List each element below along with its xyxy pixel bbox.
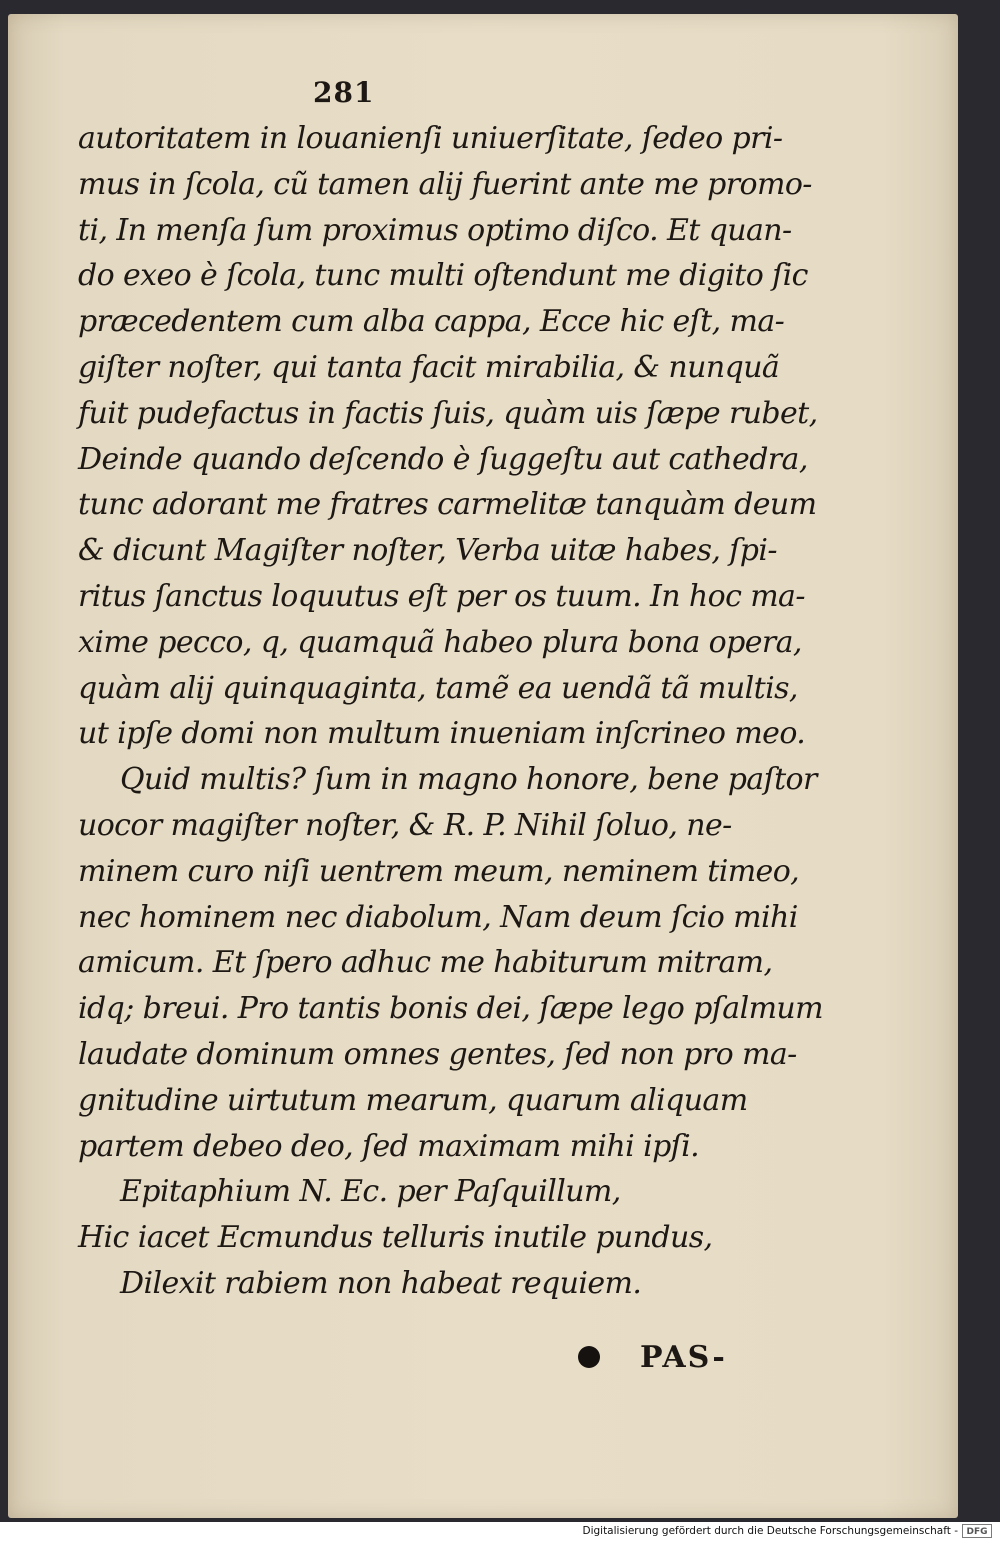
text-line: do exeo è ſcola, tunc multi oſtendunt me digito ſic (78, 258, 808, 294)
text-line: minem curo niſi uentrem meum, neminem timeo, (78, 853, 800, 889)
text-line: mus in ſcola, cũ tamen alij fuerint ante me promo- (78, 166, 812, 202)
text-body (78, 116, 823, 1307)
text-line: xime pecco, q, quamquã habeo plura bona opera, (78, 624, 802, 660)
text-line: idq; breui. Pro tantis bonis dei, ſæpe lego pſalmum (78, 991, 823, 1027)
footer-bar (0, 1522, 1000, 1542)
text-line: laudate dominum omnes gentes, ſed non pro ma- (78, 1036, 797, 1072)
page-number: 281 (313, 76, 375, 109)
ornament-dot-icon (578, 1346, 600, 1368)
text-line: ritus ſanctus loquutus eſt per os tuum. In hoc ma- (78, 578, 805, 614)
epitaph-title: Epitaphium N. Ec. per Paſquillum, (120, 1174, 621, 1210)
text-line: giſter noſter, qui tanta facit mirabilia, & nunquã (78, 349, 780, 385)
dfg-logo-icon: DFG (962, 1524, 992, 1538)
text-line: præcedentem cum alba cappa, Ecce hic eſt, ma- (78, 304, 785, 340)
epitaph-verse: Hic iacet Ecmundus telluris inutile pundus, (78, 1220, 713, 1256)
funding-credit: Digitalisierung gefördert durch die Deutsche Forschungsgemeinschaft - (582, 1525, 958, 1537)
text-line: tunc adorant me fratres carmelitæ tanquàm deum (78, 487, 817, 523)
text-line: Deinde quando deſcendo è ſuggeſtu aut cathedra, (78, 441, 808, 477)
text-line: ti, In menſa ſum proximus optimo diſco. Et quan- (78, 212, 792, 248)
book-page (8, 14, 958, 1518)
text-line: partem debeo deo, ſed maximam mihi ipſi. (78, 1128, 700, 1164)
text-line: & dicunt Magiſter noſter, Verba uitæ habes, ſpi- (78, 533, 777, 569)
text-line: nec hominem nec diabolum, Nam deum ſcio mihi (78, 899, 798, 935)
text-line: quàm alij quinquaginta, tamẽ ea uendã tã multis, (78, 670, 798, 706)
text-line: amicum. Et ſpero adhuc me habiturum mitram, (78, 945, 773, 981)
text-line: Quid multis? ſum in magno honore, bene paſtor (120, 762, 817, 798)
text-line: fuit pudefactus in factis ſuis, quàm uis ſæpe rubet, (78, 395, 818, 431)
text-line: uocor magiſter noſter, & R. P. Nihil ſoluo, ne- (78, 807, 732, 843)
text-line: ut ipſe domi non multum inueniam inſcrineo meo. (78, 716, 806, 752)
catchword-row (578, 1332, 727, 1382)
catchword: PAS- (640, 1339, 727, 1375)
text-line: autoritatem in louanienſi uniuerſitate, ſedeo pri- (78, 121, 783, 156)
epitaph-verse: Dilexit rabiem non habeat requiem. (120, 1265, 642, 1301)
text-line: gnitudine uirtutum mearum, quarum aliquam (78, 1082, 748, 1118)
